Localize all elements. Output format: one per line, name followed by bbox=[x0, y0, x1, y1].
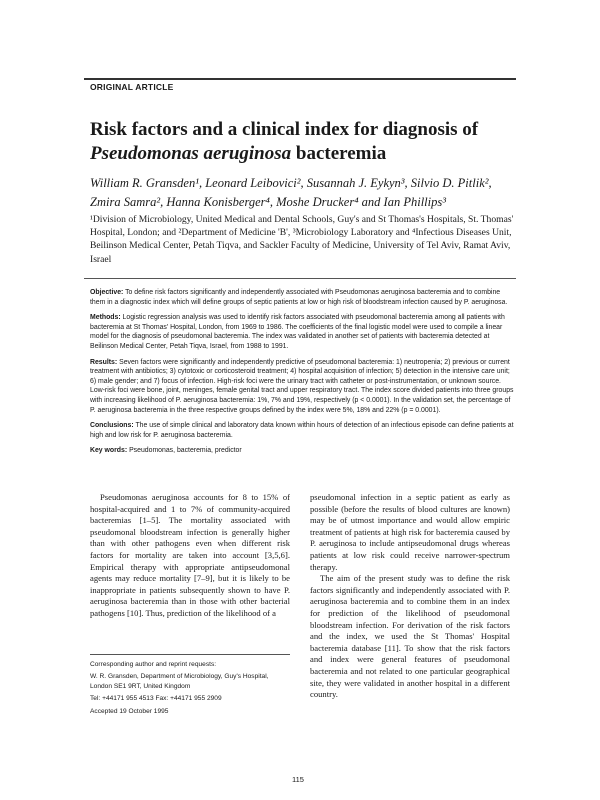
body-paragraph: The aim of the present study was to define the risk factors significantly and independently associated with P. aeruginosa bacteremia and to combine them in an index for prediction of the likelihood of pseudomonal bloodstream infection. For derivation of the risk factors and the index, we used the St Thomas' Hospital bacteremia database [11]. To show that the risk factors and index were general features of pseudomonal bacteremia and not related to one particular geographical site, they were validated in another hospital in a different country. bbox=[310, 573, 510, 700]
abstract-objective bbox=[90, 288, 516, 307]
abstract bbox=[90, 288, 516, 462]
address-line2: London SE1 9RT, United Kingdom bbox=[90, 682, 191, 690]
methods-label: Methods: bbox=[90, 314, 121, 322]
body-paragraph: pseudomonal infection in a septic patient as early as possible (before the results of blood cultures are known) may be of utmost importance and would allow empiric treatment of patients at high risk for bacteremia caused by P. aeruginosa to include antipseudomonal drugs whereas patients at low risk could receive narrower-spectrum therapy. bbox=[310, 492, 510, 572]
correspondence-rule bbox=[90, 654, 290, 655]
author-list bbox=[90, 174, 530, 212]
keywords bbox=[90, 446, 516, 456]
methods-text: Logistic regression analysis was used to identify risk factors associated with pseudomonal bacteremia among all patients with bacteremia at St Thomas' Hospital, London, from 1969 to 1986. The coefficients of the final logistic model were used to compile a linear model for the diagnosis of pseudomonal bacteremia. The index was validated in another set of patients with bacteremia detected at Beilinson Medical Center, Petah Tiqva, Israel, from 1988 to 1991. bbox=[90, 314, 505, 350]
abstract-methods bbox=[90, 313, 516, 351]
keywords-label: Key words: bbox=[90, 447, 128, 455]
correspondence bbox=[90, 660, 300, 719]
conclusions-text: The use of simple clinical and laboratory data known within hours of detection of an infectious episode can define patients at high and low risk for P. aeruginosa bacteremia. bbox=[90, 422, 514, 439]
header-rule bbox=[84, 78, 516, 80]
title-line1: Risk factors and a clinical index for diagnosis of bbox=[90, 119, 479, 140]
correspondence-label: Corresponding author and reprint requests: bbox=[90, 661, 217, 668]
title-italic: Pseudomonas aeruginosa bbox=[90, 143, 292, 164]
keywords-text: Pseudomonas, bacteremia, predictor bbox=[127, 447, 242, 455]
abstract-results bbox=[90, 358, 516, 416]
authors-line1: William R. Gransden¹, Leonard Leibovici², Susannah J. Eykyn³, Silvio D. Pitlik², bbox=[90, 176, 492, 190]
objective-text: To define risk factors significantly and independently associated with Pseudomonas aeruginosa bacteremia and to combine them in a diagnostic index which will define groups of septic patients at low or high risk of bloodstream infection caused by P. aeruginosa. bbox=[90, 289, 508, 306]
authors-line2: Zmira Samra², Hanna Konisberger⁴, Moshe Drucker⁴ and Ian Phillips³ bbox=[90, 195, 446, 209]
conclusions-label: Conclusions: bbox=[90, 422, 134, 430]
correspondence-address bbox=[90, 672, 300, 691]
address-line1: W. R. Gransden, Department of Microbiology, Guy's Hospital, bbox=[90, 673, 269, 681]
article-title bbox=[90, 118, 520, 166]
affiliations: ¹Division of Microbiology, United Medical and Dental Schools, Guy's and St Thomas's Hospitals, St. Thomas' Hospital, London; and ²Department of Medicine 'B', ³Microbiology Laboratory and ⁴Infectious Diseases Unit, Beilinson Medical Center, Petah Tiqva, and Sackler Faculty of Medicine, University of Tel Aviv, Ramat Aviv, Israel bbox=[90, 214, 514, 265]
page-number: 115 bbox=[292, 775, 304, 784]
results-label: Results: bbox=[90, 358, 118, 366]
abstract-conclusions bbox=[90, 421, 516, 440]
section-label: ORIGINAL ARTICLE bbox=[90, 82, 174, 92]
body-paragraph: Pseudomonas aeruginosa accounts for 8 to 15% of hospital-acquired and 1 to 7% of community-acquired bacteremias [1–5]. The mortality associated with pseudomonal bloodstream infection is generally higher than with other pathogens even when different risk factors for mortality are taken into account [3,5,6]. Empirical therapy with appropriate antipseudomonal agents may reduce mortality [7–9], but it is likely to be inappropriate in patients subsequently shown to have P. aeruginosa bacteremia than in those with other bacterial pathogens [10]. Thus, prediction of the likelihood of a bbox=[90, 492, 290, 618]
correspondence-phone: Tel: +44171 955 4513 Fax: +44171 955 2909 bbox=[90, 695, 222, 703]
abstract-rule bbox=[84, 278, 516, 279]
accepted-date: Accepted 19 October 1995 bbox=[90, 707, 169, 715]
objective-label: Objective: bbox=[90, 289, 124, 296]
title-tail: bacteremia bbox=[291, 143, 387, 164]
body-column-left bbox=[90, 492, 290, 620]
body-column-right bbox=[310, 492, 510, 701]
results-text: Seven factors were significantly and independently predictive of pseudomonal bacteremia: 1) neutropenia; 2) previous or current treatment with antibiotics; 3) cytotoxic or corticosteroid treatment; 4) hospital acquisition of infection; 5) detection in the intensive care unit; 6) male gender; and 7) focus of infection. High-risk foci were the urinary tract with catheter or post-instrumentation, or unknown source. Low-risk foci were bone, joint, meninges, female genital tract and upper respiratory tract. The index score divided patients into three groups with increasing likelihood of P. aeruginosa bacteremia: 1%, 7% and 19%, respectively (p < 0.0001). In the validation set, the percentage of P. aeruginosa bacteremia in the three respective groups defined by the index were 5%, 18% and 22% (p = 0.0001). bbox=[90, 358, 514, 414]
